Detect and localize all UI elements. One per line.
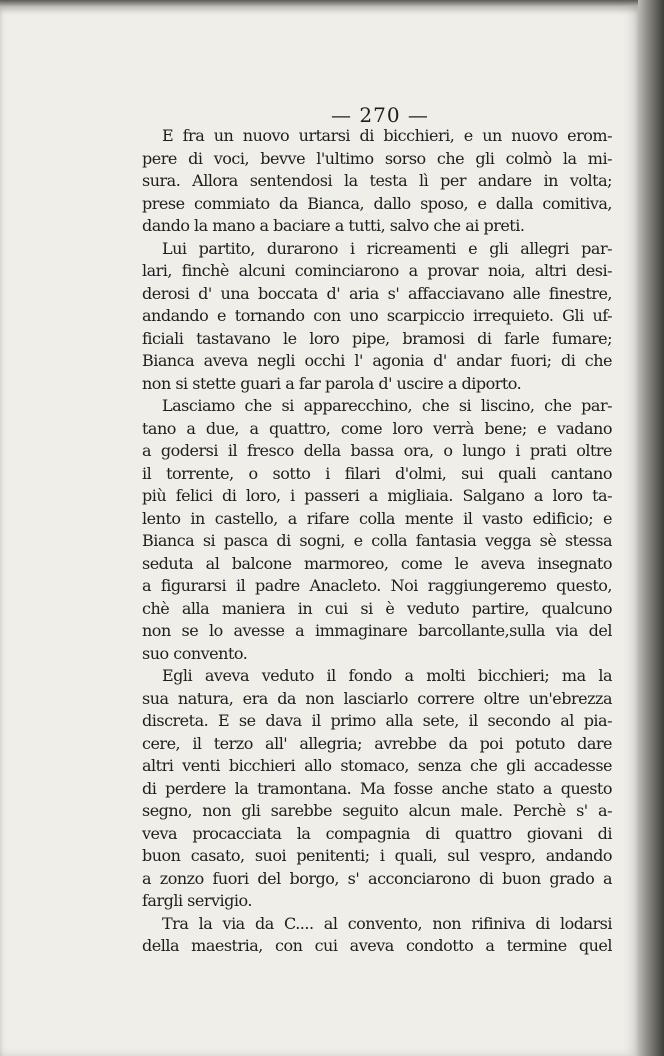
text-line: Egli aveva veduto il fondo a molti bicchieri; ma la [162, 666, 612, 685]
text-line: derosi d' una boccata d' aria s' affacciavano alle finestre, [142, 283, 612, 303]
text-line: Bianca si pasca di sogni, e colla fantasia vegga sè stessa [142, 531, 612, 550]
text-line: segno, non gli sarebbe seguito alcun male. Perchè s' a- [142, 801, 612, 820]
text-line: a zonzo fuori del borgo, s' acconciarono di buon grado a [142, 868, 612, 888]
text-line: Lasciamo che si apparecchino, che si liscino, che par- [162, 396, 612, 415]
book-page [0, 6, 638, 1056]
text-line: non si stette guari a far parola d' uscire a diporto. [142, 373, 522, 393]
page-number-header: — 270 — [331, 103, 429, 127]
body-text [142, 125, 612, 958]
page-edge-shadow [638, 0, 664, 1056]
text-line: E fra un nuovo urtarsi di bicchieri, e un nuovo erom- [162, 126, 612, 145]
text-line: sua natura, era da non lasciarlo correre oltre un'ebrezza [142, 688, 612, 708]
text-line: buon casato, suoi penitenti; i quali, sul vespro, andando [142, 846, 612, 865]
text-line: il torrente, o sotto i filari d'olmi, sui quali cantano [142, 463, 612, 483]
text-line: Tra la via da C.... al convento, non rifiniva di lodarsi [162, 913, 612, 933]
text-line: di perdere la tramontana. Ma fosse anche stato a questo [142, 778, 612, 798]
text-line: dando la mano a baciare a tutti, salvo che ai preti. [142, 216, 525, 235]
text-line: più felici di loro, i passeri a migliaia. Salgano a loro ta- [142, 486, 612, 505]
text-line: suo convento. [142, 643, 248, 663]
text-line: prese commiato da Bianca, dallo sposo, e dalla comitiva, [142, 193, 612, 213]
text-line: a figurarsi il padre Anacleto. Noi raggiungeremo questo, [142, 576, 612, 595]
text-line: ficiali tastavano le loro pipe, bramosi di farle fumare; [142, 328, 612, 348]
text-line: veva procacciata la compagnia di quattro giovani di [142, 823, 612, 843]
text-line: cere, il terzo all' allegria; avrebbe da poi potuto dare [142, 733, 612, 753]
text-line: lento in castello, a rifare colla mente il vasto edificio; e [142, 508, 612, 528]
text-line: lari, finchè alcuni cominciarono a provar noia, altri desi- [142, 261, 612, 280]
text-line: sura. Allora sentendosi la testa lì per andare in volta; [142, 171, 612, 190]
text-line: non se lo avesse a immaginare barcollante,sulla via del [142, 621, 612, 640]
text-line: a godersi il fresco della bassa ora, o lungo i prati oltre [142, 441, 612, 460]
text-line: seduta al balcone marmoreo, come le aveva insegnato [142, 553, 612, 573]
text-line: chè alla maniera in cui si è veduto partire, qualcuno [142, 598, 612, 618]
text-line: andando e tornando con uno scarpiccio irrequieto. Gli uf- [142, 306, 612, 325]
text-line: altri venti bicchieri allo stomaco, senza che gli accadesse [142, 756, 612, 775]
text-line: Bianca aveva negli occhi l' agonia d' andar fuori; di che [142, 351, 612, 370]
text-line: pere di voci, bevve l'ultimo sorso che gli colmò la mi- [142, 148, 612, 168]
text-line: tano a due, a quattro, come loro verrà bene; e vadano [142, 418, 612, 438]
text-line: fargli servigio. [142, 891, 252, 910]
text-line: della maestria, con cui aveva condotto a termine quel [142, 936, 612, 955]
text-line: discreta. E se dava il primo alla sete, il secondo al pia- [142, 711, 612, 730]
text-line: Lui partito, durarono i ricreamenti e gli allegri par- [162, 238, 612, 258]
